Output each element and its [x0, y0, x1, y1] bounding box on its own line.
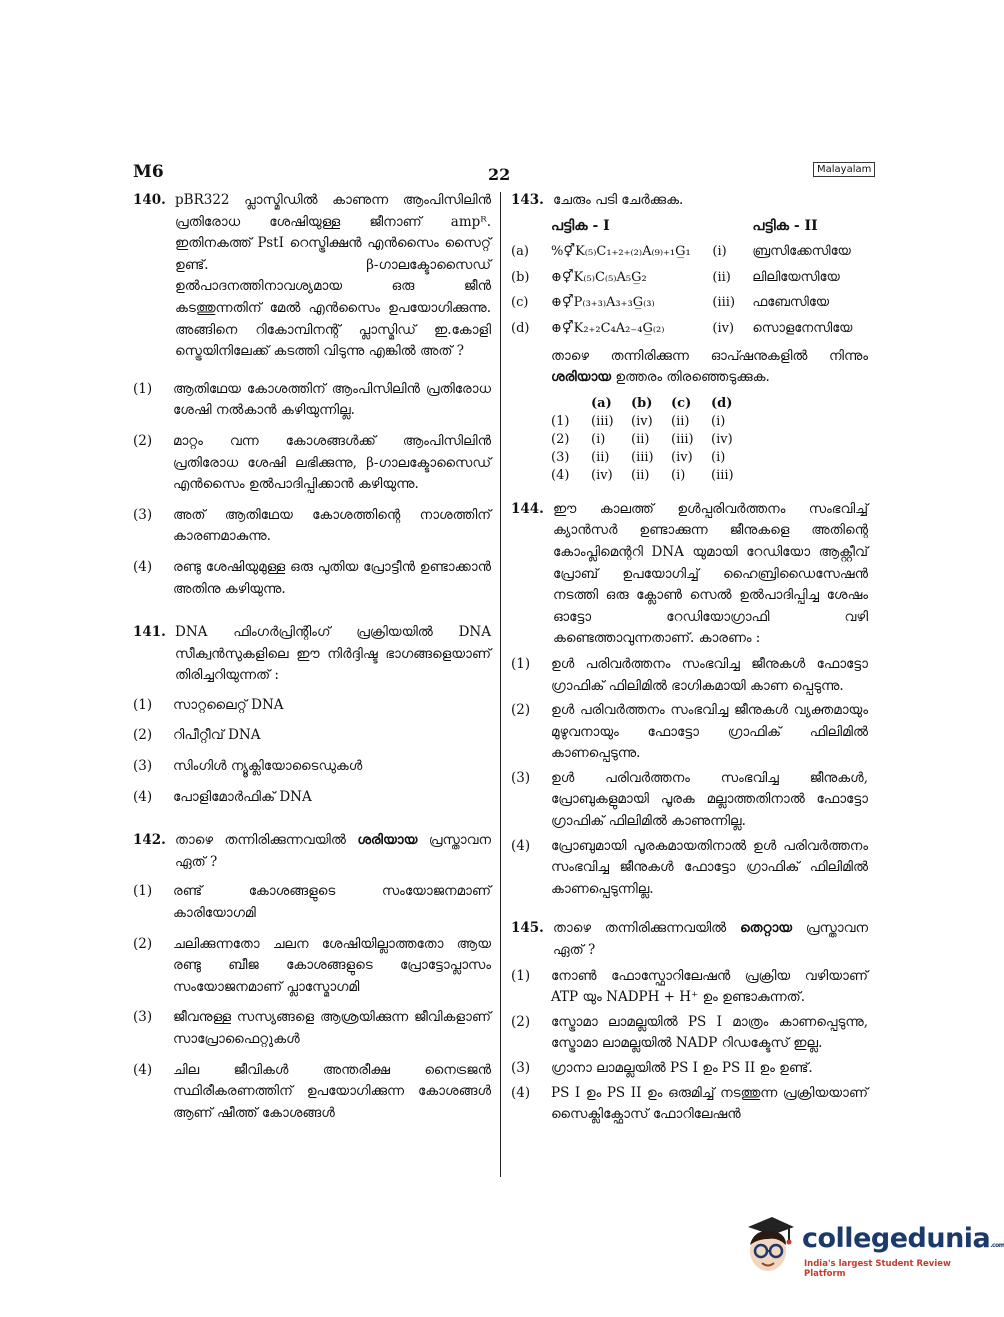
answer-number: (1) [551, 413, 570, 429]
brand-name-text: collegedunia [802, 1223, 991, 1254]
question-145 [511, 918, 868, 961]
option [511, 1012, 868, 1055]
option [511, 836, 868, 901]
option [511, 700, 868, 765]
answer-cell: (i) [711, 449, 726, 465]
option [511, 768, 868, 833]
option-text: നോൺ ഫോസ്ഫോറിലേഷൻ പ്രക്രിയ വഴിയാണ് ATP യും NADPH + H⁺ ഉം ഉണ്ടാകുന്നത്. [551, 967, 868, 1006]
column-divider [500, 192, 501, 1177]
option [133, 881, 491, 924]
option-text: ഉൾ പരിവർത്തനം സംഭവിച്ച ജീനുകൾ, പ്രോബുകളുമായി പൂരക മല്ലാത്തതിനാൽ ഫോട്ടോ ഗ്രാഫിക് ഫിലിമിൽ കാണുന്നില്ല. [551, 769, 868, 830]
question-text: pBR322 പ്ലാസ്മിഡിൽ കാണുന്ന ആംപിസിലിൻ പ്രതിരോധ ശേഷിയുള്ള ജീനാണ് ampᴿ. ഇതിനകത്ത് PstI റെസ്ട്രിക്ഷൻ എൻസൈം സൈറ്റ് ഉണ്ട്. β-ഗാലക്ടോസൈഡ് ഉൽപാദനത്തിനാവശ്യമായ ഒരു ജീൻ കടത്തുന്നതിന് മേൽ എൻസൈം ഉപയോഗിക്കുന്നു. അങ്ങിനെ റികോമ്പിനന്റ് പ്ലാസ്മിഡ് ഇ.കോളി സ്ട്രെയിനിലേക്ക് കടത്തി വിടുന്നു എങ്കിൽ അത് ? [175, 192, 491, 360]
family-name: ലിലിയേസിയേ [752, 269, 840, 285]
answer-header: (a) [591, 395, 612, 411]
option-number: (4) [133, 1061, 153, 1078]
match-row [511, 290, 868, 316]
option-text: രണ്ട് കോശങ്ങളുടെ സംയോജനമാണ് കാരിയോഗമി [173, 883, 491, 922]
option-text: ജീവനുള്ള സസ്യങ്ങളെ ആശ്രയിക്കുന്ന ജീവികളാണ് സാപ്രോഫൈറ്റുകൾ [173, 1009, 491, 1047]
answer-cell: (iii) [591, 413, 614, 429]
option-number: (4) [511, 1084, 531, 1101]
option [511, 966, 868, 1009]
floral-formula: ⊕⚥K₍₅₎C₍₅₎A₅G̲₂ [551, 269, 647, 285]
instruction-text-end: ഉത്തരം തിരഞ്ഞെടുക്കുക. [611, 369, 770, 386]
question-number: 143. [511, 192, 544, 208]
booklet-code: M6 [133, 162, 164, 182]
option [511, 654, 868, 697]
answer-number: (3) [551, 449, 570, 465]
option-number: (2) [133, 935, 153, 952]
emphasis-word: തെറ്റായ [739, 920, 793, 937]
row-label: (ii) [712, 269, 731, 285]
option-number: (1) [133, 883, 153, 900]
answer-cell: (iv) [591, 467, 613, 483]
option-text: സിംഗിൾ ന്യൂക്ലിയോടൈഡുകൾ [173, 758, 363, 775]
floral-formula: ⊕⚥P₍₃₊₃₎A₃₊₃G̲₍₃₎ [551, 295, 655, 311]
option-number: (4) [511, 837, 531, 854]
option-text: സാറ്റലൈറ്റ് DNA [173, 696, 284, 713]
option-text: പ്രോബുമായി പൂരകമായതിനാൽ ഉൾ പരിവർത്തനം സംഭവിച്ച ജീനുകൾ ഫോട്ടോ ഗ്രാഫിക് ഫിലിമിൽ കാണപ്പെടുന്നില്ല. [551, 837, 868, 897]
brand-tagline: India's largest Student Review Platform [804, 1259, 951, 1279]
option-text: പോളിമോർഫിക് DNA [173, 788, 312, 805]
question-text: ചേരും പടി ചേർക്കുക. [553, 192, 684, 208]
question-144 [511, 499, 868, 650]
option-number: (2) [511, 702, 531, 719]
question-142 [133, 830, 491, 873]
list2-header: പട്ടിക - II [752, 217, 818, 234]
option-number: (3) [133, 506, 153, 523]
answer-row [551, 449, 751, 467]
row-label: (d) [511, 320, 530, 336]
answer-cell: (iii) [671, 431, 694, 447]
option [133, 1060, 491, 1125]
question-text: താഴെ തന്നിരിക്കുന്നവയിൽ [175, 832, 358, 849]
answer-row [551, 467, 751, 485]
option-number: (2) [133, 727, 153, 744]
row-label: (b) [511, 269, 530, 285]
option-number: (3) [511, 1060, 531, 1076]
answer-cell: (iii) [631, 449, 654, 465]
question-text-end: പ്രസ്താവന ഏത് ? [553, 920, 868, 959]
answer-cell: (i) [711, 413, 726, 429]
list1-header: പട്ടിക - I [551, 217, 610, 234]
answer-number: (2) [551, 431, 570, 447]
option [133, 431, 491, 496]
answer-cell: (iv) [711, 431, 733, 447]
answer-cell: (iii) [711, 467, 734, 483]
answer-cell: (ii) [631, 431, 650, 447]
question-141-options [133, 695, 491, 808]
instruction [511, 346, 868, 389]
option-number: (1) [133, 696, 153, 713]
left-column [133, 190, 491, 1133]
question-number: 140. [133, 192, 166, 208]
question-number: 144. [511, 500, 544, 517]
question-140 [133, 190, 491, 363]
answer-cell: (i) [671, 467, 686, 483]
option-number: (4) [133, 558, 153, 575]
question-text-end: പ്രസ്താവന ഏത് ? [175, 832, 491, 870]
match-row [511, 316, 868, 342]
option-text: ഗ്രാനാ ലാമല്ലയിൽ PS I ഉം PS II ഉം ഉണ്ട്. [551, 1060, 813, 1076]
brand-suffix: .com [990, 1242, 1004, 1249]
option-text: റിപീറ്റീവ് DNA [173, 727, 261, 744]
answer-header: (b) [631, 395, 653, 411]
match-table [511, 214, 868, 342]
right-column [511, 190, 868, 1129]
answer-cell: (iv) [671, 449, 693, 465]
option-text: സ്ട്രോമാ ലാമല്ലയിൽ PS I മാത്രം കാണപ്പെടുന്നു, സ്ട്രോമാ ലാമല്ലയിൽ NADP റിഡക്ടേസ് ഇല്ല. [551, 1013, 868, 1052]
option-text: PS I ഉം PS II ഉം ഒരുമിച്ച് നടത്തുന്ന പ്രക്രിയയാണ് സൈക്ലിക്ഫോസ് ഫോറിലേഷൻ [551, 1084, 868, 1123]
option [511, 1058, 868, 1080]
answer-cell: (ii) [591, 449, 610, 465]
option [133, 695, 491, 717]
family-name: ബ്രസിക്കേസിയേ [752, 244, 851, 260]
answer-grid [551, 395, 751, 485]
collegedunia-logo[interactable] [742, 1215, 1004, 1279]
floral-formula: %⚥K₍₅₎C₁₊₂₊₍₂₎A₍₉₎₊₁G̲₁ [551, 244, 691, 260]
option-number: (3) [133, 1009, 153, 1026]
page-number: 22 [488, 165, 511, 184]
family-name: ഫബേസിയേ [752, 295, 830, 311]
option-number: (3) [133, 758, 153, 775]
answer-number: (4) [551, 467, 570, 483]
question-text: താഴെ തന്നിരിക്കുന്നവയിൽ [553, 920, 740, 937]
question-145-options [511, 966, 868, 1126]
option-number: (1) [511, 655, 531, 672]
student-mascot-icon [742, 1215, 796, 1275]
option-number: (2) [133, 432, 153, 449]
option [511, 1083, 868, 1126]
answer-cell: (ii) [631, 467, 650, 483]
emphasis-word: ശരിയായ [357, 832, 418, 849]
emphasis-word: ശരിയായ [551, 369, 612, 386]
option-number: (2) [511, 1013, 531, 1030]
option [133, 934, 491, 999]
question-number: 142. [133, 832, 166, 849]
answer-row [551, 431, 751, 449]
brand-name [802, 1223, 1004, 1254]
instruction-text: താഴെ തന്നിരിക്കുന്ന ഓപ്ഷനുകളിൽ നിന്നും [551, 347, 868, 364]
row-label: (a) [511, 244, 529, 260]
answer-row [551, 413, 751, 431]
option-text: ചില ജീവികൾ അന്തരീക്ഷ നൈട്രജൻ സ്ഥിരീകരണത്തിന് ഉപയോഗിക്കുന്ന കോശങ്ങൾ ആണ് ഷീത്ത് കോശങ്ങൾ [173, 1061, 491, 1121]
row-label: (i) [712, 244, 727, 260]
question-144-options [511, 654, 868, 901]
answer-header: (d) [711, 395, 733, 411]
question-141 [133, 622, 491, 687]
question-142-options [133, 881, 491, 1124]
option [133, 379, 491, 422]
option [133, 725, 491, 747]
question-text: ഈ കാലത്ത് ഉൾപ്പരിവർത്തനം സംഭവിച്ച് ക്യാൻസർ ഉണ്ടാക്കുന്ന ജീനുകളെ അതിന്റെ കോംപ്ലിമെന്ററി DNA യുമായി റേഡിയോ ആക്റ്റീവ് പ്രോബ് ഉപയോഗിച്ച് ഹൈബ്രിഡൈസേഷൻ നടത്തി ഒരു ക്ലോൺ സെൽ ഉൽപാദിപ്പിച്ച ശേഷം ഓട്ടോ റേഡിയോഗ്രാഫി വഴി കണ്ടെത്താവുന്നതാണ്. കാരണം : [553, 500, 868, 647]
answer-cell: (ii) [671, 413, 690, 429]
match-row [511, 239, 868, 265]
option-text: ചലിക്കുന്നതോ ചലന ശേഷിയില്ലാത്തതോ ആയ രണ്ടു ബീജ കോശങ്ങളുടെ പ്രോട്ടോപ്ലാസം സംയോജനമാണ് പ്ലാസ്മോഗമി [173, 935, 491, 995]
row-label: (c) [511, 295, 529, 311]
question-140-options [133, 379, 491, 600]
option-text: ഉൾ പരിവർത്തനം സംഭവിച്ച ജീനുകൾ ഫോട്ടോ ഗ്രാഫിക് ഫിലിമിൽ ഭാഗികമായി കാണ പ്പെടുന്നു. [551, 655, 868, 694]
answer-cell: (iv) [631, 413, 653, 429]
option-text: രണ്ടു ശേഷിയുമുള്ള ഒരു പുതിയ പ്രോട്ടീൻ ഉണ്ടാക്കാൻ അതിനു കഴിയുന്നു. [173, 558, 491, 597]
option-text: മാറ്റം വന്ന കോശങ്ങൾക്ക് ആംപിസിലിൻ പ്രതിരോധ ശേഷി ലഭിക്കുന്നു, β-ഗാലക്ടോസൈഡ് എൻസൈം ഉൽപാദിപ്പിക്കാൻ കഴിയുന്നു. [173, 432, 491, 493]
answer-cell: (i) [591, 431, 606, 447]
option [133, 1007, 491, 1050]
option [133, 787, 491, 809]
question-text: DNA ഫിംഗർപ്രിന്റിംഗ് പ്രക്രിയയിൽ DNA സീക്വൻസുകളിലെ ഈ നിർദ്ദിഷ്ട ഭാഗങ്ങളെയാണ് തിരിച്ചറിയുന്നത് : [175, 624, 491, 684]
option-text: ആതിഥേയ കോശത്തിന് ആംപിസിലിൻ പ്രതിരോധ ശേഷി നൽകാൻ കഴിയുന്നില്ല. [173, 380, 491, 419]
language-tag: Malayalam [813, 162, 875, 177]
option [133, 505, 491, 548]
floral-formula: ⊕⚥K₂₊₂C₄A₂₋₄G̲₍₂₎ [551, 320, 665, 336]
option-text: അത് ആതിഥേയ കോശത്തിന്റെ നാശത്തിന് കാരണമാകുന്നു. [173, 506, 491, 545]
question-number: 145. [511, 920, 544, 937]
row-label: (iv) [712, 320, 735, 336]
option-number: (4) [133, 788, 153, 805]
match-row [511, 265, 868, 291]
option [133, 557, 491, 600]
row-label: (iii) [712, 295, 736, 311]
question-number: 141. [133, 624, 166, 641]
option-text: ഉൾ പരിവർത്തനം സംഭവിച്ച ജീനുകൾ വ്യക്തമായും മുഴുവനായും ഫോട്ടോ ഗ്രാഫിക് ഫിലിമിൽ കാണപ്പെടുന്നു. [551, 702, 868, 762]
option-number: (1) [511, 967, 531, 984]
family-name: സൊളനേസിയേ [752, 320, 853, 336]
answer-header: (c) [671, 395, 692, 411]
option [133, 756, 491, 778]
option-number: (1) [133, 380, 153, 397]
question-143 [511, 190, 868, 212]
option-number: (3) [511, 769, 531, 786]
